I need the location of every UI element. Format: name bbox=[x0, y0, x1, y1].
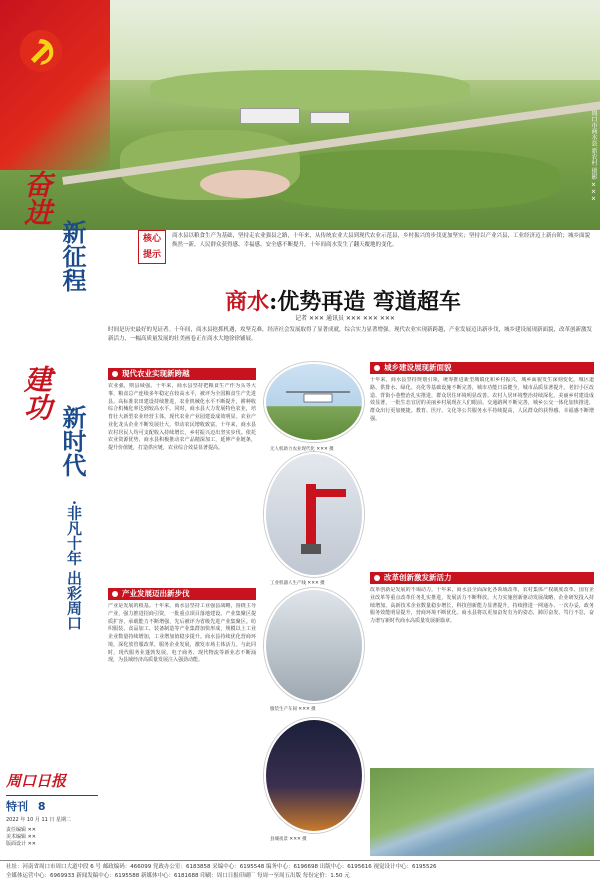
section-text-agriculture: 农业强，则县域强。十年来，商水县坚持把粮食生产作为头等大事，粮食总产连续多年稳定在较高水平，被评为全国粮食生产先进县。高标准农田建设持续推进，农业机械化水平不断提升，耕种收综合机械化率达到较高水平。同时，商水县大力发展特色农业，培育壮大新型农业经营主体，现代农业产业园建设成效明显。农业产业化龙头企业不断发展壮大，带动农民增收致富。十年来，商水县农村居民人均可支配收入持续增长，乡村振兴迈出坚实步伐。依托农业资源优势，商水县积极推动农产品精深加工，延伸产业链条，提升价值链，打造供应链，农业综合效益显著提高。 bbox=[108, 383, 256, 451]
footer-line-2: 全媒体运营中心：6969933 新闻发稿中心：6195588 新媒体中心：6181688 印刷：周口日报印刷厂 每周一至周五出版 每份定价：1.50 元 bbox=[6, 872, 350, 879]
photo-river-aerial bbox=[370, 768, 594, 856]
title-fenjin: 奋进 bbox=[20, 170, 53, 226]
newspaper-logo: 周口日报 bbox=[6, 772, 67, 790]
page-number: 8 bbox=[37, 800, 46, 813]
section-text-industry: 产业是发展的根基。十年来，商水县坚持工业强县战略，围绕主导产业，强力推进招商引资，一批重点项目落地建设。产业集聚区提质扩容，承载能力不断增强，先后被评为省级先进产业集聚区。纺织服装、食品加工、装备制造等产业集群加快形成，规模以上工业企业数量持续增加，工业增加值稳步提升。商水县持续优化营商环境，深化放管服改革，服务企业发展，激发市场主体活力。与此同时，现代服务业蓬勃发展，电子商务、现代物流等新业态不断涌现，为县域经济高质量发展注入强劲动能。 bbox=[108, 603, 256, 664]
section-text-urban: 十年来，商水县坚持规划引领，统筹推进新型城镇化和乡村振兴，城乡面貌发生深刻变化。城区道路、供排水、绿化、亮化等基础设施不断完善，城市功能日益健全，城市品质显著提升。老旧小区改造、背街小巷整治扎实推进，群众居住环境明显改善。农村人居环境整治持续深化，美丽乡村建设成效显著，一批生态宜居的美丽乡村展现在人们眼前。交通路网不断完善，城乡公交一体化加快推进，群众出行更加便捷。教育、医疗、文化等公共服务水平持续提高，人民群众的获得感、幸福感不断增强。 bbox=[370, 377, 594, 422]
section-heading-industry: 产业发展迈出新步伐 bbox=[108, 588, 256, 600]
photo-night bbox=[264, 718, 364, 833]
footer bbox=[0, 860, 600, 883]
headline-rest: :优势再造 弯道超车 bbox=[269, 289, 461, 315]
section-text-reform: 改革创新是发展的不竭动力。十年来，商水县全面深化各领域改革，农村集体产权制度改革、国有企业改革等重点改革任务扎实推进，发展活力不断释放。大力实施创新驱动发展战略，企业研发投入持续增加，高新技术企业数量稳步增长，科技创新能力显著提升。持续推进一网通办、一次办妥，政务服务效能明显提升，营商环境不断优化。商水县将以更加奋发有为的姿态，踔厉奋发、笃行不怠，奋力谱写新时代商水高质量发展新篇章。 bbox=[370, 587, 594, 624]
headline-accent: 商水 bbox=[225, 289, 270, 315]
staff-credits: 责任编辑 ✕✕ 美术编辑 ✕✕ 版面设计 ✕✕ bbox=[6, 827, 36, 847]
summary-tag: 核心提示 bbox=[138, 230, 166, 264]
hero-photo-caption: 周口市商水县 新农村 摄影 ✕✕✕ bbox=[590, 110, 597, 203]
photo-caption-night: 县城夜景 ✕✕✕ 摄 bbox=[270, 837, 307, 842]
title-feifan: ·非凡十年 出彩周口 bbox=[65, 500, 83, 631]
section-heading-reform: 改革创新激发新活力 bbox=[370, 572, 594, 584]
section-label: 特刊 bbox=[6, 800, 28, 813]
title-column bbox=[0, 170, 100, 770]
red-wedge bbox=[0, 0, 110, 170]
photo-factory bbox=[264, 588, 364, 703]
summary-text: 商水县以粮食生产为基础，坚持走农业强县之路，十年来，从传统农业大县到现代农业示范县，乡村振兴的步伐更加坚实；坚持以产业兴县，工业经济迈上新台阶；城乡面貌焕然一新，人民群众获得感、幸福感、安全感不断提升，十年间商水发生了翻天覆地的变化。 bbox=[172, 233, 591, 248]
photo-drone bbox=[264, 362, 364, 442]
photo-caption-factory: 服装生产车间 ✕✕✕ 摄 bbox=[270, 707, 316, 712]
photo-robot bbox=[264, 452, 364, 577]
photo-caption-robot: 工业机器人生产线 ✕✕✕ 摄 bbox=[270, 581, 325, 586]
masthead bbox=[6, 770, 98, 848]
title-xinzhengcheng: 新征程 bbox=[58, 220, 87, 292]
section-heading-agriculture: 现代农业实现新跨越 bbox=[108, 368, 256, 380]
robot-arm-icon bbox=[266, 454, 364, 577]
lead-paragraph: 时间是历史最好的见证者。十年间，商水县抢抓机遇，攻坚克难，经济社会发展取得了显著成就，综合实力显著增强。现代农业实现新跨越，产业发展迈出新步伐，城乡建设展现新面貌，改革创新激发新活力，一幅高质量发展的壮美画卷正在商水大地徐徐铺展。 bbox=[108, 327, 593, 342]
section-heading-urban: 城乡建设展现新面貌 bbox=[370, 362, 594, 374]
title-jiangong: 建功 bbox=[20, 365, 53, 421]
byline: 记者 ✕✕✕ 通讯员 ✕✕✕ ✕✕✕ ✕✕✕ bbox=[295, 315, 395, 322]
party-emblem-icon bbox=[18, 28, 64, 74]
headline bbox=[178, 285, 508, 316]
page-section bbox=[6, 795, 98, 814]
title-xinshidai: 新时代 bbox=[58, 405, 87, 477]
photo-caption-drone: 无人机助力农业现代化 ✕✕✕ 摄 bbox=[270, 447, 334, 452]
footer-line-1: 社址：河南省周口市周口大道中段 6 号 邮政编码：466099 党政办公室：6183858 采编中心：6195548 编务中心：6196698 出版中心：6195616 视觉设计中心：6195526 bbox=[6, 864, 437, 870]
drone-icon bbox=[266, 364, 364, 442]
issue-date: 2022 年 10 月 11 日 星期二 bbox=[6, 817, 71, 823]
